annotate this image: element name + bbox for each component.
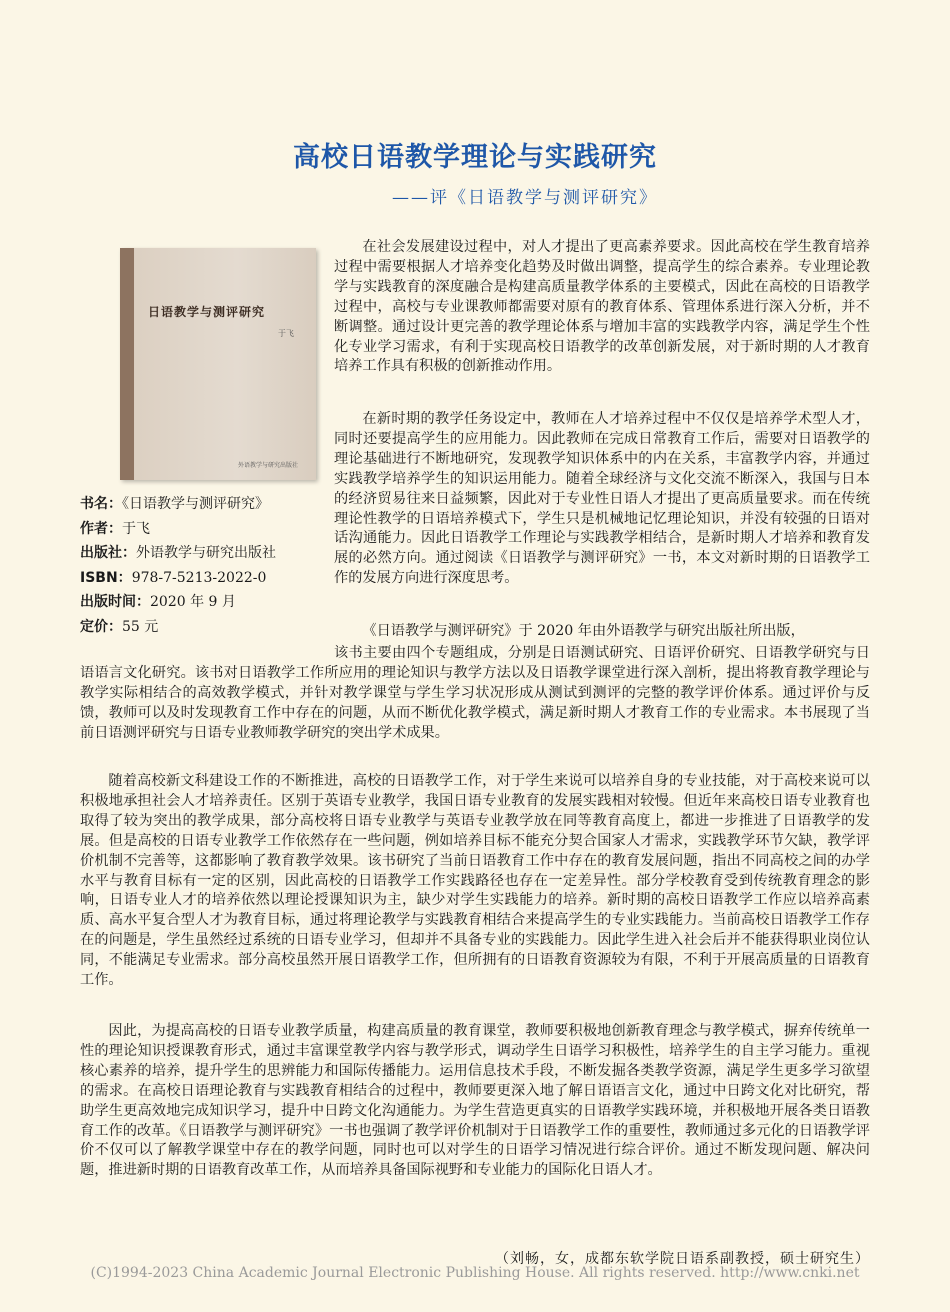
cover-author: 于飞 (278, 329, 294, 338)
book-cover-image (120, 248, 316, 480)
paragraph-1: 在社会发展建设过程中，对人才提出了更高素养要求。因此高校在学生教育培养过程中需要根据人才培养变化趋势及时做出调整，提高学生的综合素养。专业理论教学与实践教育的深度融合是构建高质量教学体系的主要模式，因此在高校的日语教学过程中，高校与专业课教师都需要对原有的教育体系、管理体系进行深入分析，并不断调整。通过设计更完善的教学理论体系与增加丰富的实践教学内容，满足学生个性化专业学习需求，有利于实现高校日语教学的改革创新发展，对于新时期的人才教育培养工作具有积极的创新推动作用。 (334, 239, 870, 375)
paragraph-3-lead: 《日语教学与测评研究》于 2020 年由外语教学与研究出版社所出版， (362, 623, 805, 639)
author-signature: （刘畅，女，成都东软学院日语系副教授，硕士研究生） (495, 1251, 870, 1267)
book-info-author: 作者：于飞 (80, 520, 150, 537)
article-subtitle: ——评《日语教学与测评研究》 (392, 188, 658, 208)
book-info (80, 492, 330, 639)
paragraph-2: 在新时期的教学任务设定中，教师在人才培养过程中不仅仅是培养学术型人才，同时还要提高学生的应用能力。因此教师在完成日常教育工作后，需要对日语教学的理论基础进行不断地研究，发现教学知识体系中的内在关系，丰富教学内容，并通过实践教学培养学生的知识运用能力。随着全球经济与文化交流不断深入，我国与日本的经济贸易往来日益频繁，因此对于专业性日语人才提出了更高质量要求。而在传统理论性教学的日语培养模式下，学生只是机械地记忆理论知识，并没有较强的日语对话沟通能力。因此日语教学工作理论与实践教学相结合，是新时期人才培养和教育发展的必然方向。通过阅读《日语教学与测评研究》一书，本文对新时期的日语教学工作的发展方向进行深度思考。 (334, 411, 870, 587)
paragraph-4: 随着高校新文科建设工作的不断推进，高校的日语教学工作，对于学生来说可以培养自身的专业技能，对于高校来说可以积极地承担社会人才培养责任。区别于英语专业教学，我国日语专业教育的发展实践相对较慢。但近年来高校日语专业教育也取得了较为突出的教学成果，部分高校将日语专业教学与英语专业教学放在同等教育高度上，都进一步推进了日语教学的发展。但是高校的日语专业教学工作依然存在一些问题，例如培养目标不能充分契合国家人才需求，实践教学环节欠缺，教学评价机制不完善等，这都影响了教育教学效果。该书研究了当前日语教育工作中存在的教育发展问题，指出不同高校之间的办学水平与教育目标有一定的区别，因此高校的日语教学工作实践路径也存在一定差异性。部分学校教育受到传统教育理念的影响，日语专业人才的培养依然以理论授课知识为主，缺少对学生实践能力的培养。新时期的高校日语教学工作应以培养高素质、高水平复合型人才为教育目标，通过将理论教学与实践教育相结合来提高学生的专业实践能力。当前高校日语教学工作存在的问题是，学生虽然经过系统的日语专业学习，但却并不具备专业的实践能力。因此学生进入社会后并不能获得职业岗位认同，不能满足专业需求。部分高校虽然开展日语教学工作，但所拥有的日语教育资源较为有限，不利于开展高质量的日语教育工作。 (80, 773, 870, 989)
book-info-price: 定价：55 元 (80, 618, 159, 635)
cover-title: 日语教学与测评研究 (148, 305, 266, 319)
book-spine (120, 248, 134, 480)
paragraph-5: 因此，为提高高校的日语专业教学质量，构建高质量的教育课堂，教师要积极地创新教育理念与教学模式，摒弃传统单一性的理论知识授课教育形式，通过丰富课堂教学内容与教学形式，调动学生日语学习积极性，培养学生的自主学习能力。重视核心素养的培养，提升学生的思辨能力和国际传播能力。运用信息技术手段，不断发掘各类教学资源，满足学生更多学习欲望的需求。在高校日语理论教育与实践教育相结合的过程中，教师要更深入地了解日语语言文化，通过中日跨文化对比研究，帮助学生更高效地完成知识学习，提升中日跨文化沟通能力。为学生营造更真实的日语教学实践环境，并积极地开展各类日语教育工作的改革。《日语教学与测评研究》一书也强调了教学评价机制对于日语教学工作的重要性，教师通过多元化的日语教学评价不仅可以了解教学课堂中存在的教学问题，同时也可以对学生的日语学习情况进行综合评价。通过不断发现问题、解决问题，推进新时期的日语教育改革工作，从而培养具备国际视野和专业能力的国际化日语人才。 (80, 1023, 870, 1179)
cover-publisher: 外语教学与研究出版社 (237, 462, 298, 469)
book-info-isbn: ISBN：978-7-5213-2022-0 (80, 569, 267, 586)
book-info-publisher: 出版社：外语教学与研究出版社 (80, 545, 276, 561)
book-info-date: 出版时间：2020 年 9 月 (80, 594, 236, 610)
paragraph-3: 该书主要由四个专题组成，分别是日语测试研究、日语评价研究、日语教学研究与日语语言文化研究。该书对日语教学工作所应用的理论知识与教学方法以及日语教学课堂进行深入剖析，提出将教育教学理论与教学实际相结合的高效教学模式，并针对教学课堂与学生学习状况形成从测试到测评的完整的教学评价体系。通过评价与反馈，教师可以及时发现教育工作中存在的问题，从而不断优化教学模式，满足新时期人才教育工作的专业需求。本书展现了当前日语测评研究与日语专业教师教学研究的突出学术成果。 (80, 645, 870, 741)
copyright-footer: (C)1994-2023 China Academic Journal Electronic Publishing House. All rights reserved. http://www.cnki.net (90, 1265, 860, 1281)
article-title: 高校日语教学理论与实践研究 (293, 142, 657, 173)
book-info-title: 书名：《日语教学与测评研究》 (80, 496, 269, 512)
